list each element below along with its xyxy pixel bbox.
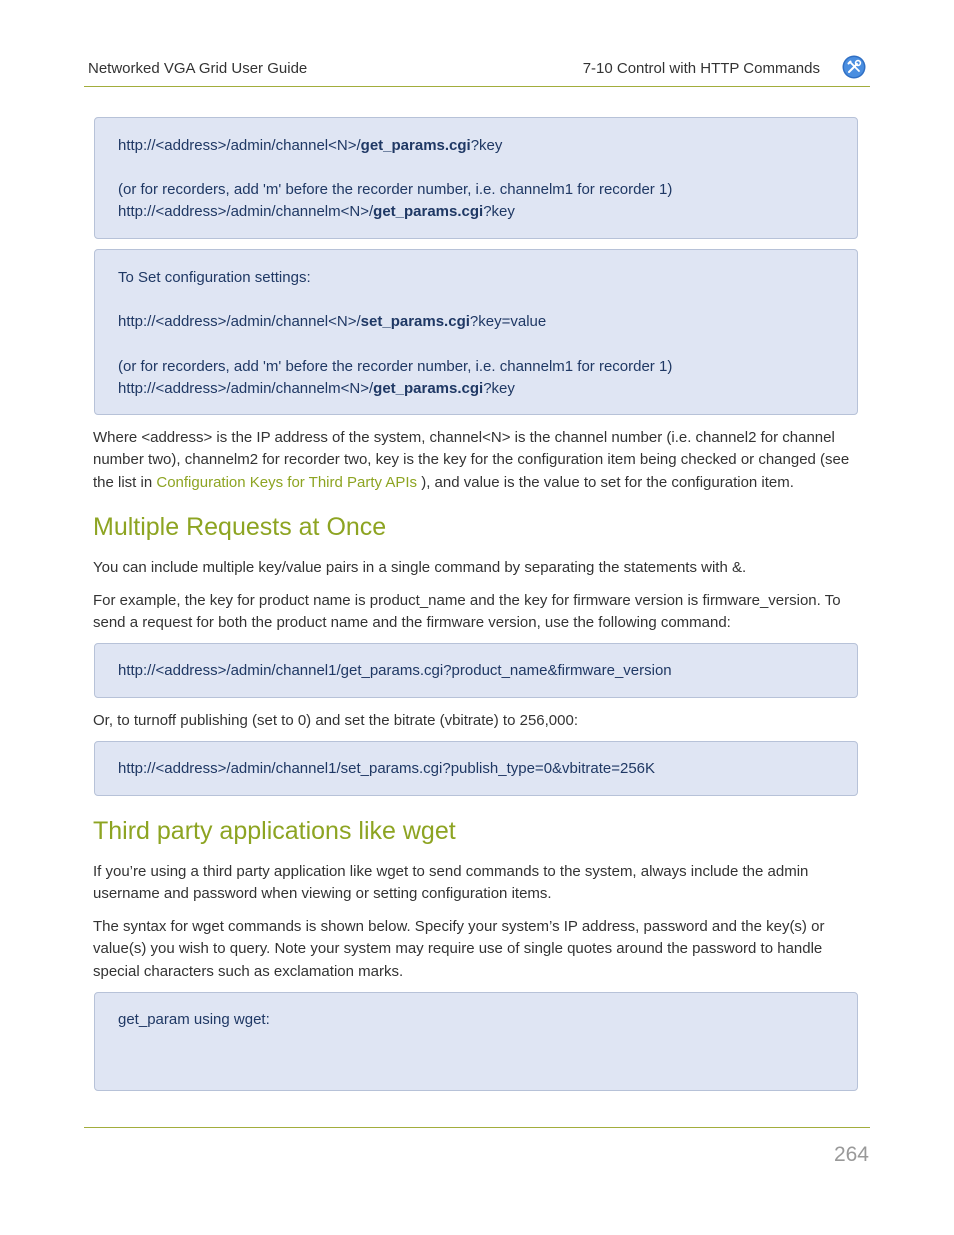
where-paragraph: Where <address> is the IP address of the system, channel<N> is the channel number (i.e. channel2 for channel number two), channelm2 for recorder two, key is the key for the configuration item being checked or changed (see the list in Configuration Keys for Third Party APIs ), and value is the value to set for the configuration item. [93, 429, 850, 491]
paragraph: For example, the key for product name is product_name and the key for firmware version is firmware_version. To send a request for both the product name and the firmware version, use the following command: [93, 592, 841, 632]
code-box-wget [94, 992, 858, 1091]
header-divider [84, 86, 870, 87]
code-line: get_param using wget: [118, 1011, 270, 1028]
code-box-multi-get [94, 643, 858, 698]
code-line: http://<address>/admin/channelm<N>/get_params.cgi?key [118, 203, 515, 220]
header-title: Networked VGA Grid User Guide [88, 60, 308, 77]
paragraph: You can include multiple key/value pairs in a single command by separating the statements with &. [93, 559, 747, 576]
footer-divider [84, 1127, 870, 1128]
paragraph: The syntax for wget commands is shown below. Specify your system’s IP address, password and the key(s) or value(s) you wish to query. Note your system may require use of single quotes around the password to handle special characters such as exclamation marks. [93, 918, 825, 980]
paragraph: Or, to turnoff publishing (set to 0) and set the bitrate (vbitrate) to 256,000: [93, 712, 579, 729]
paragraph: If you’re using a third party application like wget to send commands to the system, always include the admin username and password when viewing or setting configuration items. [93, 863, 809, 903]
page-number: 264 [833, 1143, 869, 1166]
header-section: 7-10 Control with HTTP Commands [582, 60, 820, 77]
section-heading-multiple-requests: Multiple Requests at Once [93, 513, 387, 541]
code-line: http://<address>/admin/channelm<N>/get_params.cgi?key [118, 380, 515, 397]
code-box-set-params [94, 249, 858, 415]
section-heading-third-party: Third party applications like wget [93, 817, 456, 845]
code-line: (or for recorders, add 'm' before the recorder number, i.e. channelm1 for recorder 1) [118, 358, 673, 375]
code-line: http://<address>/admin/channel1/set_params.cgi?publish_type=0&vbitrate=256K [118, 760, 656, 777]
code-line: http://<address>/admin/channel<N>/set_params.cgi?key=value [118, 313, 547, 330]
code-box-multi-set [94, 741, 858, 796]
tools-icon [842, 55, 866, 79]
code-line: http://<address>/admin/channel1/get_params.cgi?product_name&firmware_version [118, 662, 672, 679]
code-box-get-params [94, 117, 858, 239]
code-line: http://<address>/admin/channel<N>/get_params.cgi?key [118, 137, 503, 154]
code-line: (or for recorders, add 'm' before the recorder number, i.e. channelm1 for recorder 1) [118, 181, 673, 198]
config-keys-link[interactable]: Configuration Keys for Third Party APIs [156, 473, 418, 491]
code-line: To Set configuration settings: [118, 269, 311, 286]
